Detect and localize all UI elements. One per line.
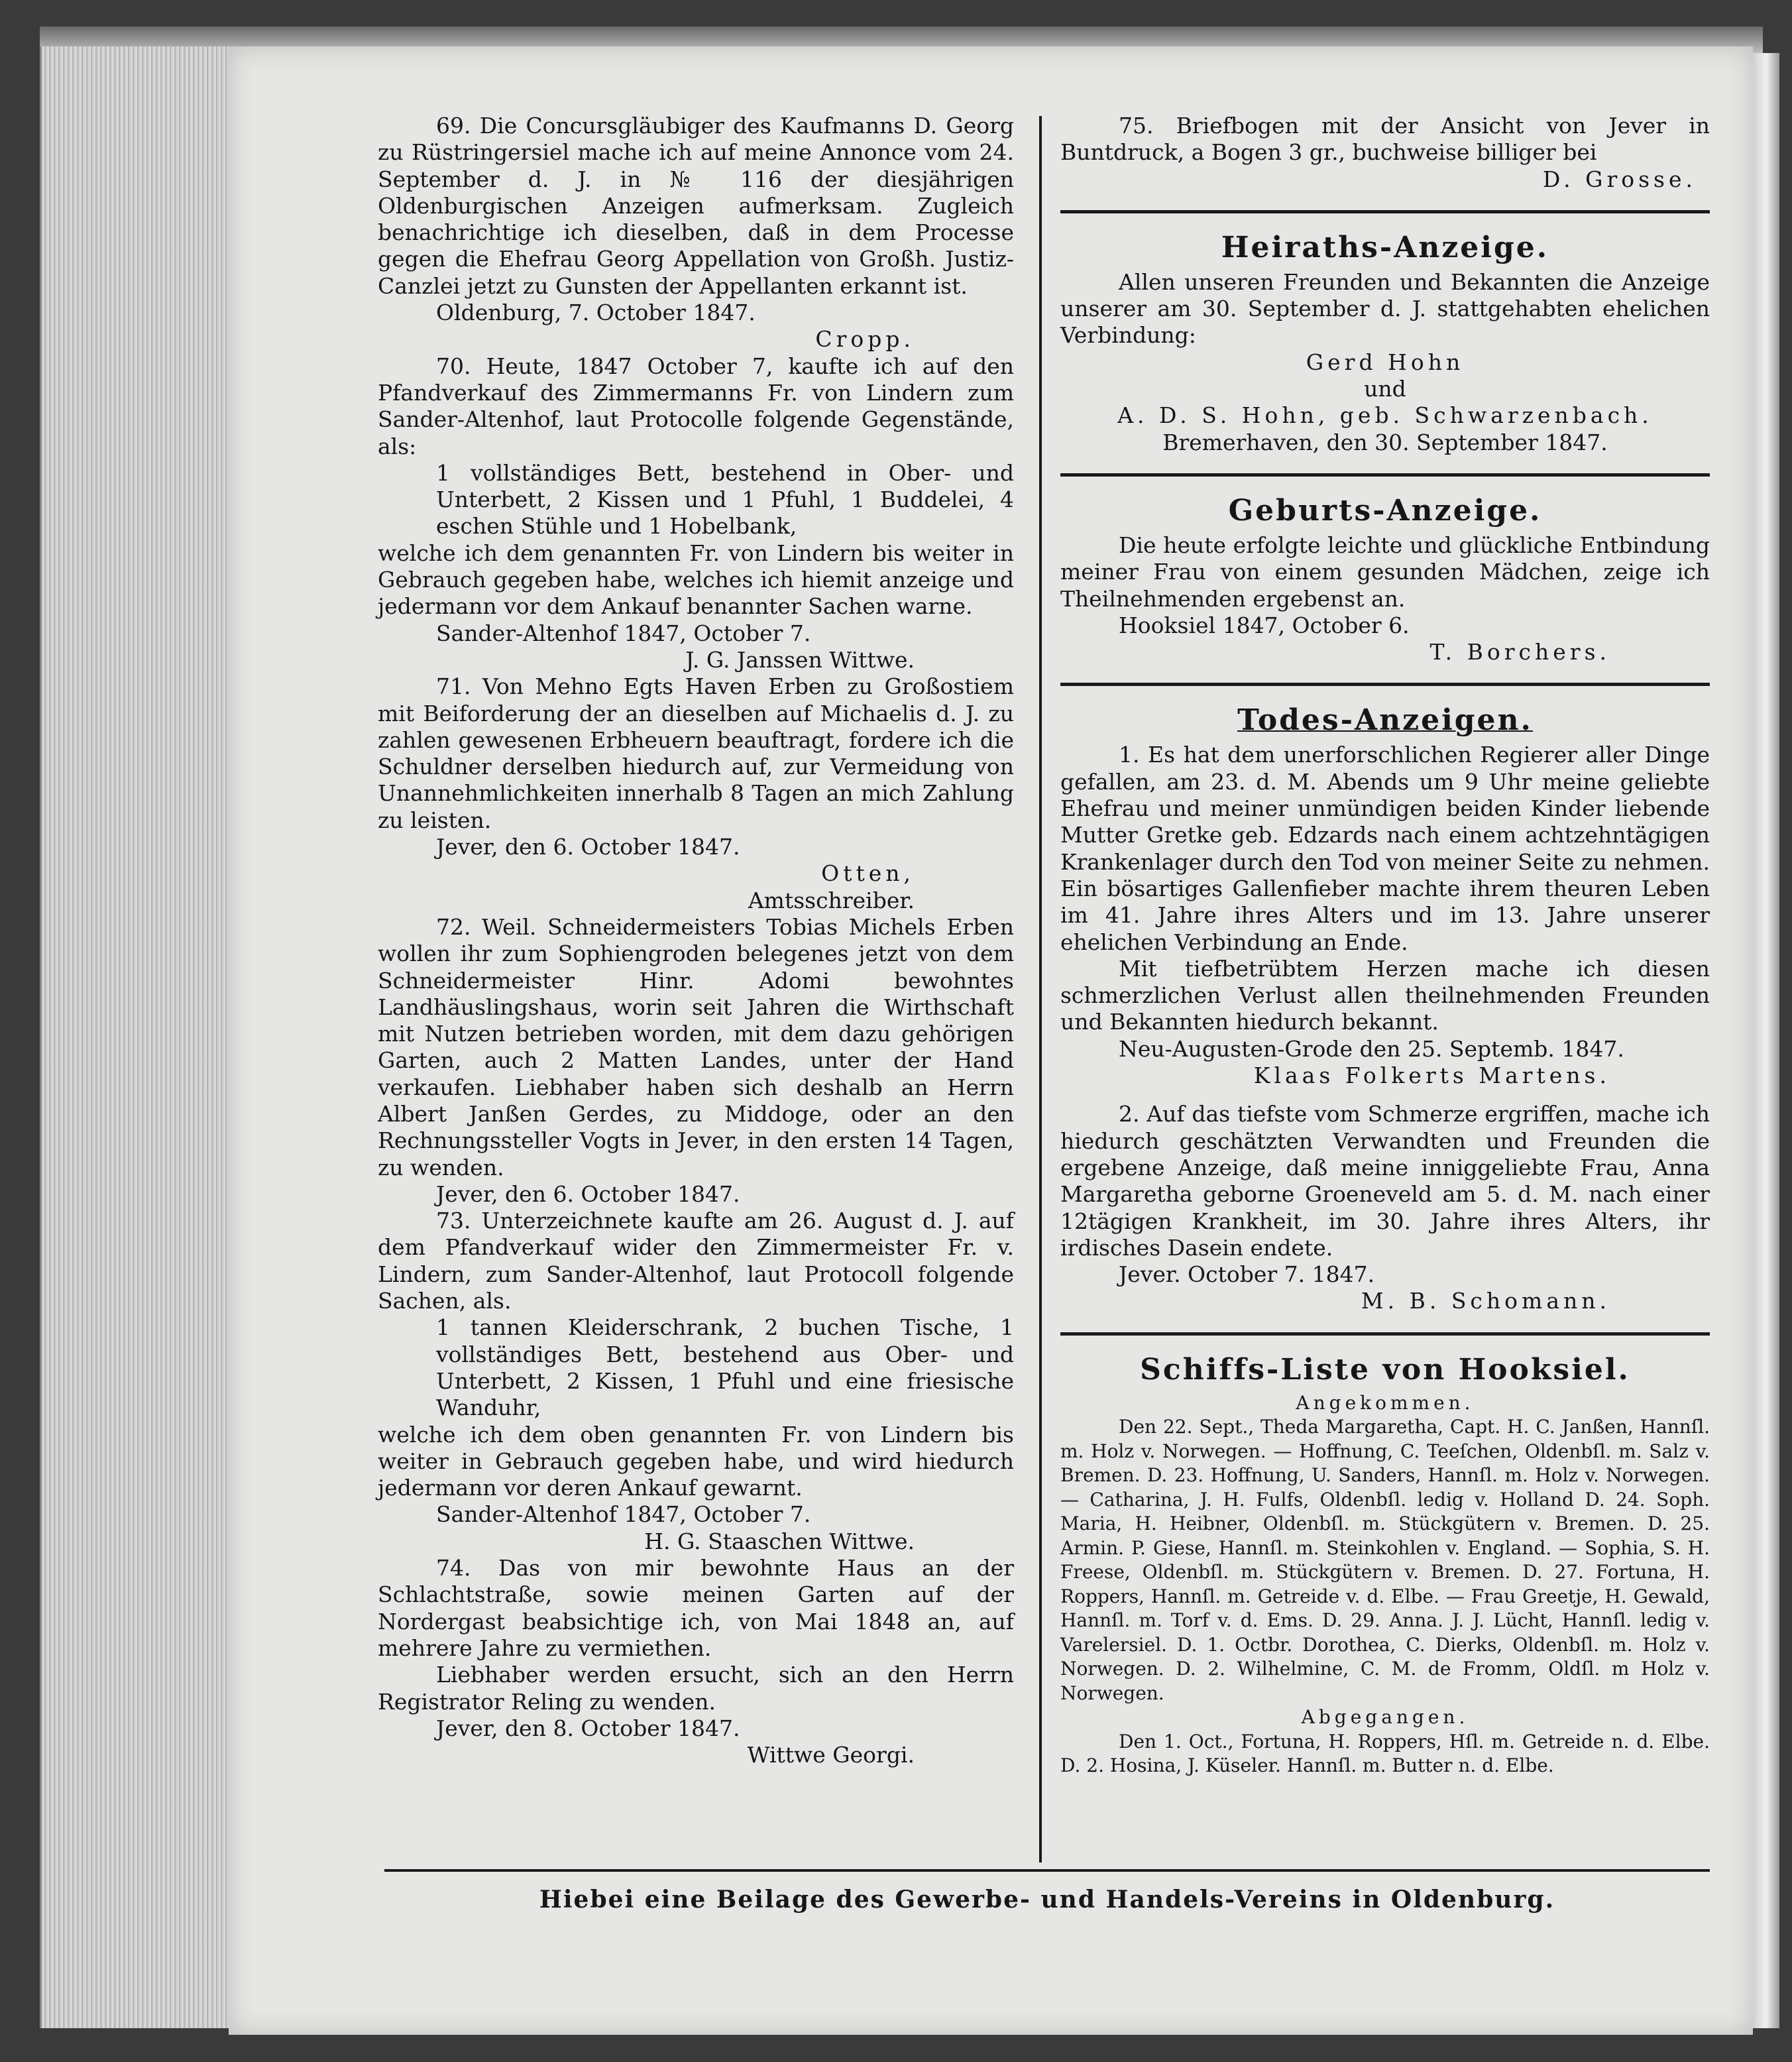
death-2-body: 2. Auf das tiefste vom Schmerze ergriffen, mache ich hiedurch geschätzten Verwandten und Freunden die ergebene Anzeige, daß meine inniggeliebte Frau, Anna Margaretha geborne Groeneveld am 5. d. M. nach einer 12tägigen Krankheit, im 30. Jahre ihres Alters, ihr irdisches Dasein endete. [1060,1101,1710,1261]
notice-70-body: 70. Heute, 1847 October 7, kaufte ich auf den Pfandverkauf des Zimmermanns Fr. von Lindern zum Sander-Altenhof, laut Protocolle folgende Gegenstände, als: [378,353,1014,459]
ship-list-arrived-label: Angekommen. [1296,1391,1475,1414]
notice-72 [378,914,1014,1208]
birth-signature: T. Borchers. [1429,639,1610,665]
notice-71-title: Amtsschreiber. [748,887,915,913]
notice-69-body: 69. Die Concursgläubiger des Kaufmanns D. Georg zu Rüstringersiel mache ich auf meine Annonce vom 24. September d. J. in № 116 der diesjährigen Oldenburgischen Anzeigen aufmerksam. Zugleich benachrichtige ich dieselben, daß in dem Processe gegen die Ehefrau Georg Appellation von Großh. Justiz-Canzlei jetzt zu Gunsten der Appellanten erkannt ist. [378,113,1014,299]
birth-place-date: Hooksiel 1847, October 6. [1119,612,1410,638]
section-rule [1060,210,1710,213]
notice-75 [1060,113,1710,193]
death-announcements [1060,702,1710,1314]
death-2-place-date: Jever. October 7. 1847. [1119,1261,1375,1288]
right-column [1060,113,1710,1778]
marriage-name-groom: Gerd Hohn [1306,349,1465,375]
death-1-signature: Klaas Folkerts Martens. [1253,1062,1610,1089]
ship-list-departures: Den 1. Oct., Fortuna, H. Roppers, Hſl. m. Getreide n. d. Elbe. D. 2. Hosina, J. Küseler. Hannſl. m. Butter n. d. Elbe. [1060,1730,1710,1777]
birth-announcement [1060,492,1710,665]
notice-71 [378,673,1014,914]
birth-body: Die heute erfolgte leichte und glückliche Entbindung meiner Frau von einem gesunden Mädchen, zeige ich Theilnehmenden ergebenst an. [1060,532,1710,612]
death-2-signature: M. B. Schomann. [1361,1288,1610,1314]
marriage-announcement [1060,229,1710,456]
notice-71-body: 71. Von Mehno Egts Haven Erben zu Großostiem mit Beiforderung der an dieselben auf Michaelis d. J. zu zahlen gewesenen Erbheuern beauftragt, fordere ich die Schuldner derselben hiedurch auf, zur Vermeidung von Unannehmlichkeiten innerhalb 8 Tagen an mich Zahlung zu leisten. [378,673,1014,833]
section-rule [1060,1332,1710,1336]
marriage-place-date: Bremerhaven, den 30. September 1847. [1162,429,1608,455]
notice-73-body: 73. Unterzeichnete kaufte am 26. August d. J. auf dem Pfandverkauf wider den Zimmermeister Fr. v. Lindern, zum Sander-Altenhof, laut Protocoll folgende Sachen, als. [378,1208,1014,1314]
death-heading: Todes-Anzeigen. [1237,703,1533,738]
notice-70-continuation: welche ich dem genannten Fr. von Lindern bis weiter in Gebrauch gegeben habe, welches ich hiemit anzeige und jedermann vor dem Ankauf benannter Sachen warne. [378,540,1014,620]
birth-heading: Geburts-Anzeige. [1228,493,1542,528]
notice-74-body: 74. Das von mir bewohnte Haus an der Schlachtstraße, sowie meinen Garten auf der Nordergast beabsichtige ich, von Mai 1848 an, auf mehrere Jahre zu vermiethen. [378,1555,1014,1661]
marriage-name-bride: A. D. S. Hohn, geb. Schwarzenbach. [1117,402,1653,429]
notice-75-body: 75. Briefbogen mit der Ansicht von Jever in Buntdruck, a Bogen 3 gr., buchweise billiger bei [1060,113,1710,166]
death-1-place-date: Neu-Augusten-Grode den 25. Septemb. 1847. [1119,1035,1624,1062]
notice-73-items: 1 tannen Kleiderschrank, 2 buchen Tische, 1 vollständiges Bett, bestehend aus Ober- und Unterbett, 2 Kissen, 1 Pfuhl und eine friesische Wanduhr, [436,1314,1014,1421]
notice-74-signature: Wittwe Georgi. [747,1742,915,1768]
ship-list-arrivals: Den 22. Sept., Theda Margaretha, Capt. H. C. Janßen, Hannſl. m. Holz v. Norwegen. — Hoffnung, C. Teeſchen, Oldenbſl. m. Salz v. Bremen. D. 23. Hoffnung, U. Sanders, Hannſl. m. Holz v. Norwegen. — Catharina, J. H. Fulfs, Oldenbſl. ledig v. Holland D. 24. Soph. Maria, H. Heibner, Oldenbſl. m. Stückgütern v. Bremen. D. 25. Armin. P. Giese, Hannſl. m. Steinkohlen v. England. — Sophia, S. H. Freese, Oldenbſl. m. Stückgütern v. Bremen. D. 27. Fortuna, H. Roppers, Hannſl. m. Getreide v. d. Elbe. — Frau Greetje, H. Gewald, Hannſl. m. Torf v. d. Ems. D. 29. Anna. J. J. Lücht, Hannſl. ledig v. Varelersiel. D. 1. Octbr. Dorothea, C. Dierks, Oldenbſl. m. Holz v. Norwegen. D. 2. Wilhelmine, C. M. de Fromm, Oldſl. m Holz v. Norwegen. [1060,1416,1710,1704]
notice-73-continuation: welche ich dem oben genannten Fr. von Lindern bis weiter in Gebrauch gegeben habe, und wird hiedurch jedermann vor deren Ankauf gewarnt. [378,1421,1014,1501]
notice-73 [378,1208,1014,1555]
notice-70-date: Sander-Altenhof 1847, October 7. [436,620,811,646]
notice-72-body: 72. Weil. Schneidermeisters Tobias Michels Erben wollen ihr zum Sophiengroden belegenes jetzt von dem Schneidermeister Hinr. Adomi bewohntes Landhäuslingshaus, worin seit Jahren die Wirthschaft mit Nutzen betrieben worden, mit dem dazu gehörigen Garten, auch 2 Matten Landes, unter der Hand verkaufen. Liebhaber haben sich deshalb an Herrn Albert Janßen Gerdes, zu Middoge, oder an den Rechnungssteller Vogts in Jever, in den ersten 14 Tagen, zu wenden. [378,913,1014,1180]
ship-list-heading: Schiffs-Liste von Hooksiel. [1140,1352,1630,1387]
book-page-edges [40,46,234,2028]
notice-74-date: Jever, den 8. October 1847. [436,1715,740,1741]
marriage-und: und [1364,376,1406,402]
footer-supplement-note: Hiebei eine Beilage des Gewerbe- und Handels-Vereins in Oldenburg. [539,1886,1555,1914]
notice-71-signature: Otten, [821,860,915,887]
notice-73-signature: H. G. Staaschen Wittwe. [644,1528,915,1554]
ship-list [1060,1351,1710,1778]
notice-74-body2: Liebhaber werden ersucht, sich an den Herrn Registrator Reling zu wenden. [378,1662,1014,1715]
notice-74 [378,1555,1014,1768]
notice-70-items: 1 vollständiges Bett, bestehend in Ober- und Unterbett, 2 Kissen und 1 Pfuhl, 1 Buddelei, 4 eschen Stühle und 1 Hobelbank, [436,459,1014,540]
notice-70-signature: J. G. Janssen Wittwe. [685,646,915,673]
death-1-body: 1. Es hat dem unerforschlichen Regierer aller Dinge gefallen, am 23. d. M. Abends um 9 Uhr meine geliebte Ehefrau und meiner unmündigen beiden Kinder liebende Mutter Gretke geb. Edzards nach einem achtzehntägigen Krankenlager durch den Tod von meiner Seite zu nehmen. Ein bösartiges Gallenfieber machte ihrem theuren Leben im 41. Jahre ihres Alters und im 13. Jahre unserer ehelichen Verbindung an Ende. [1060,742,1710,955]
notice-69 [378,113,1014,353]
marriage-body: Allen unseren Freunden und Bekannten die Anzeige unserer am 30. September d. J. stattgehabten ehelichen Verbindung: [1060,268,1710,349]
notice-71-date: Jever, den 6. October 1847. [436,834,740,860]
section-rule [1060,473,1710,477]
section-rule [1060,683,1710,686]
notice-69-signature: Cropp. [815,326,915,353]
page-right-edge [1753,53,1779,2028]
marriage-heading: Heiraths-Anzeige. [1221,230,1549,264]
notice-73-date: Sander-Altenhof 1847, October 7. [436,1501,811,1528]
left-column [378,113,1014,1768]
notice-72-date: Jever, den 6. October 1847. [436,1180,740,1207]
footer-rule [384,1869,1710,1872]
ship-list-departed-label: Abgegangen. [1301,1706,1469,1729]
notice-69-date: Oldenburg, 7. October 1847. [436,300,756,326]
column-divider [1039,116,1042,1862]
notice-75-signature: D. Grosse. [1542,166,1697,192]
notice-70 [378,353,1014,674]
death-1-body2: Mit tiefbetrübtem Herzen mache ich diesen schmerzlichen Verlust allen theilnehmenden Freunden und Bekannten hiedurch bekannt. [1060,955,1710,1035]
